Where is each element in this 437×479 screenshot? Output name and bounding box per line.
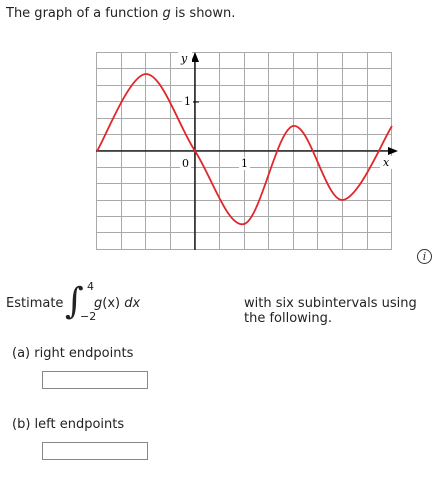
integrand-function: g <box>94 296 103 311</box>
integral-sign-icon: ∫ <box>65 281 84 322</box>
upper-limit: 4 <box>87 280 94 293</box>
part-b-label: (b) left endpoints <box>12 417 125 432</box>
info-icon[interactable]: i <box>417 249 432 264</box>
integrand-differential: dx <box>124 296 141 311</box>
tick-zero-label: 0 <box>182 157 189 170</box>
integrand-argument: (x) <box>102 296 125 311</box>
lower-limit: −2 <box>80 310 97 323</box>
intro-prefix: The graph of a function <box>6 6 163 21</box>
problem-intro <box>6 6 235 21</box>
integrand <box>94 296 140 311</box>
graph-axes <box>96 52 398 250</box>
right-endpoints-input[interactable] <box>42 371 148 389</box>
left-endpoints-input[interactable] <box>42 442 148 460</box>
intro-suffix: is shown. <box>170 6 236 21</box>
integral-question <box>6 280 431 332</box>
question-text: with six subintervals using the following. <box>244 296 417 326</box>
function-graph <box>96 52 398 250</box>
part-a-label: (a) right endpoints <box>12 346 134 361</box>
estimate-word: Estimate <box>6 296 64 311</box>
function-name: g <box>162 6 171 21</box>
x-axis-label: x <box>383 156 390 169</box>
x-axis-arrow <box>388 147 398 155</box>
tick-one-y-label: 1 <box>184 95 191 108</box>
tick-one-x-label: 1 <box>241 157 248 170</box>
y-axis-label: y <box>181 52 188 65</box>
y-axis-arrow <box>191 52 199 62</box>
